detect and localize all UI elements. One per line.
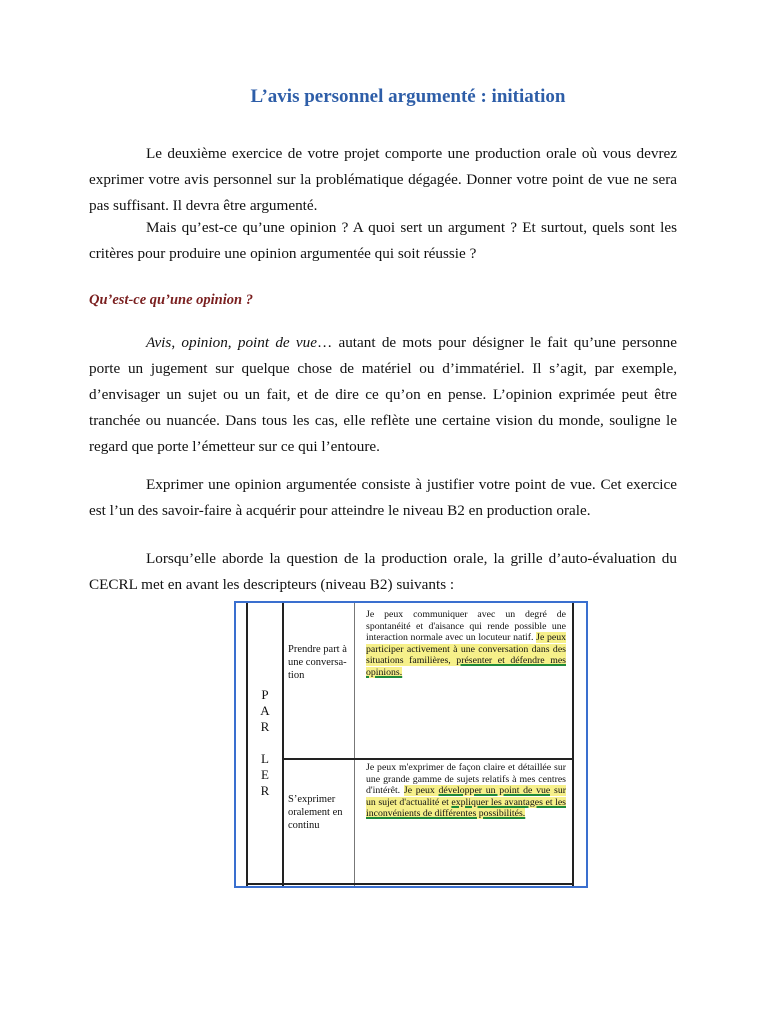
descriptor-table-image (234, 601, 588, 888)
parler-letter: L (261, 751, 269, 766)
parler-letter: P (261, 687, 269, 702)
cecrl-paragraph: Lorsqu’elle aborde la question de la production orale, la grille d’auto-évaluation du CECRL met en avant les descripteurs (niveau B2) suivants : (89, 550, 677, 593)
parler-letter (250, 735, 280, 751)
parler-letter: E (261, 767, 269, 782)
row1-plain-text: Je peux communiquer avec un degré de spontanéité et d'aisance qui rende possible une interaction normale avec un locuteur natif. (366, 609, 566, 644)
row2-highlighted-text-a: Je peux (403, 785, 439, 797)
intro-paragraph-1: Le deuxième exercice de votre projet comporte une production orale où vous devrez exprimer votre avis personnel sur la problématique dégagée. Donner votre point de vue ne sera pas suffisant. Il devra être argumenté. (89, 145, 677, 214)
parler-vertical-label (250, 687, 280, 799)
row2-label: S’exprimer oralement en continu (288, 794, 343, 831)
parler-letter: R (260, 719, 270, 734)
table-border-left (246, 603, 248, 888)
row1-label: Prendre part à une conversa-tion (288, 644, 347, 681)
opinion-ellipsis: … (317, 334, 339, 351)
section-heading: Qu’est-ce qu’une opinion ? (89, 292, 253, 308)
opinion-paragraph-rest: autant de mots pour désigner le fait qu’une personne porte un jugement sur quelque chose de matériel ou d’immatériel. Il s’agit, par exemple, d’envisager un sujet ou un fait, et de dire ce qu’on en pense. L’opinion exprimée peut être tranchée ou nuancée. Dans tous les cas, elle reflète une certaine vision du monde, souligne le regard que porte l’émetteur sur ce qui l’entoure. (89, 334, 678, 455)
opinion-term-point-de-vue: point de vue (237, 334, 318, 351)
opinion-paragraph (89, 330, 677, 460)
row1-underlined-text: présenter et défendre mes opinions. (366, 655, 566, 678)
table-divider-2 (354, 603, 355, 888)
parler-letter: R (260, 783, 270, 798)
table-border-bottom (246, 883, 574, 885)
opinion-sep-1: , (171, 334, 182, 351)
row2-descriptor (366, 762, 566, 820)
row2-underlined-text-b: expliquer les avantages et les inconvénients de différentes possibilités. (366, 796, 566, 820)
table-divider-1 (282, 603, 284, 888)
page-title: L’avis personnel argumenté : initiation (250, 86, 566, 107)
row2-underlined-text-a: développer un point de vue (438, 785, 551, 797)
parler-letter: A (260, 703, 270, 718)
opinion-sep-2: , (227, 334, 238, 351)
row2-plain-text: Je peux m'exprimer de façon claire et détaillée sur une grande gamme de sujets relatifs à mes centres d'intérêt. (366, 762, 566, 797)
row2-highlighted-text-b: sur un sujet d'actualité et (366, 785, 566, 808)
table-border-right (572, 603, 574, 888)
table-row-divider (282, 758, 574, 760)
row1-descriptor (366, 609, 566, 679)
row1-highlighted-text: Je peux participer activement à une conversation dans des situations familières, (366, 632, 566, 667)
opinion-term-opinion: opinion (181, 334, 228, 351)
express-paragraph: Exprimer une opinion argumentée consiste à justifier votre point de vue. Cet exercice est l’un des savoir-faire à acquérir pour atteindre le niveau B2 en production orale. (89, 476, 677, 519)
intro-paragraph-2: Mais qu’est-ce qu’une opinion ? A quoi sert un argument ? Et surtout, quels sont les critères pour produire une opinion argumentée qui soit réussie ? (89, 219, 677, 262)
opinion-term-avis: Avis (146, 334, 172, 351)
